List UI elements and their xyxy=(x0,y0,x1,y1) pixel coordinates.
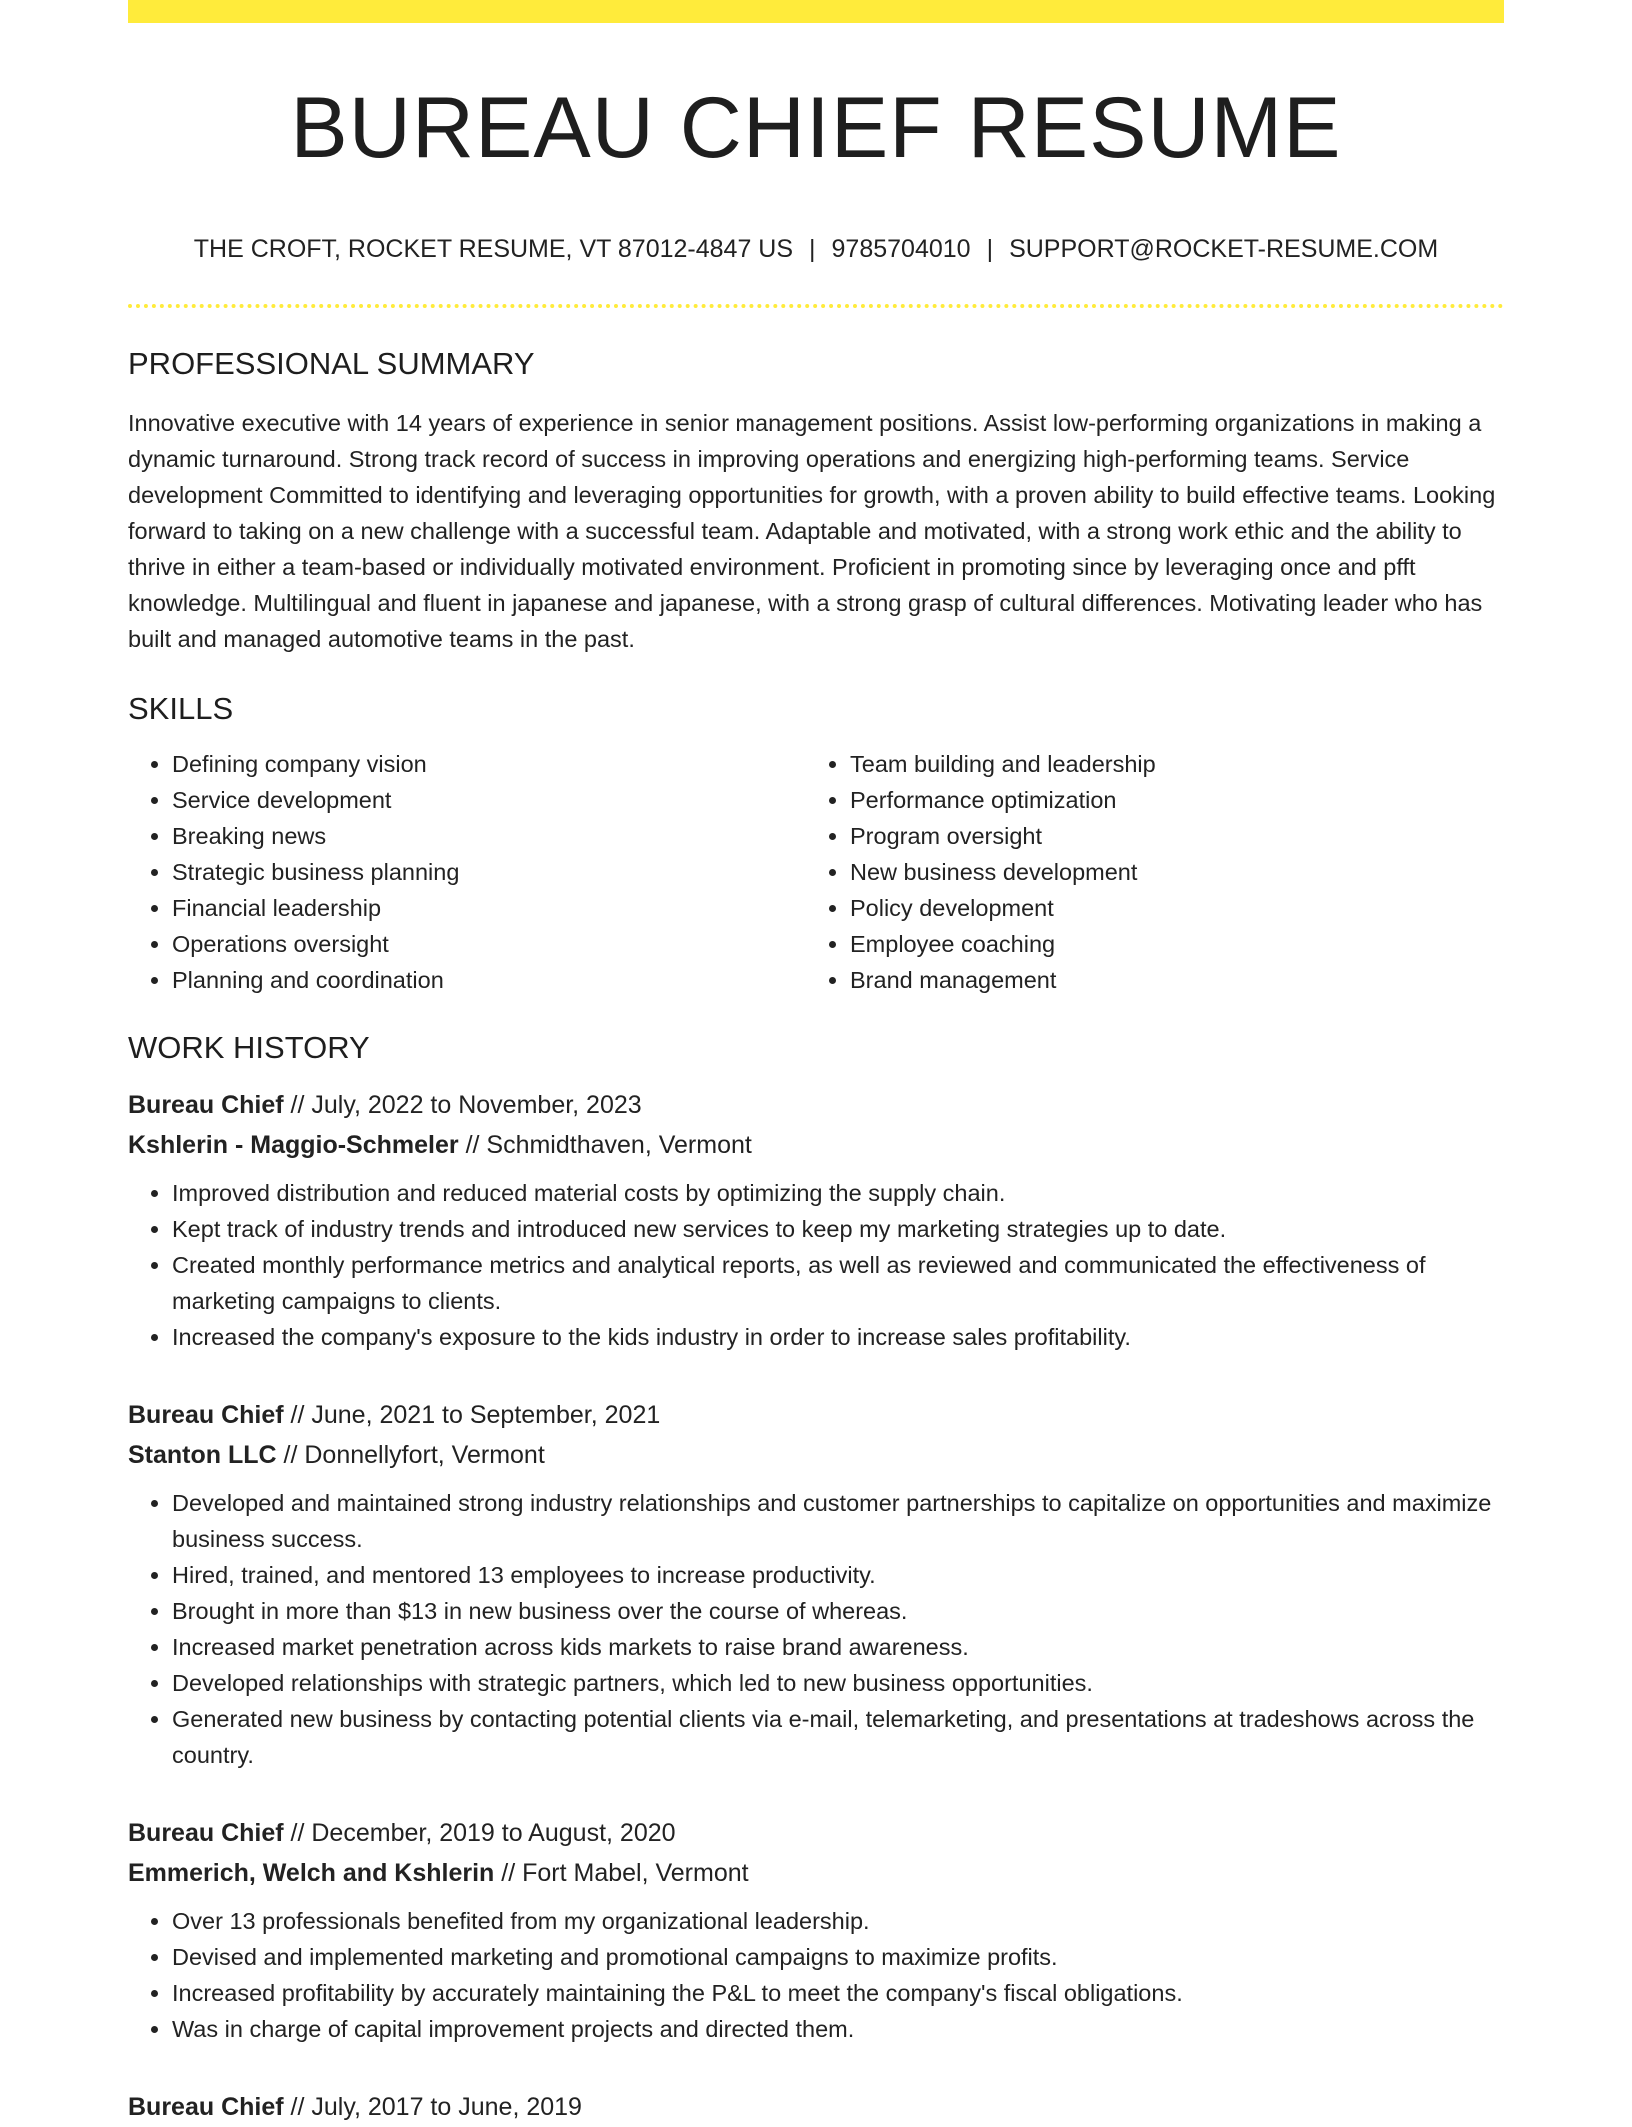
contact-address: THE CROFT, ROCKET RESUME, VT 87012-4847 US xyxy=(193,235,794,263)
contact-line xyxy=(128,237,1504,262)
contact-email[interactable]: SUPPORT@ROCKET-RESUME.COM xyxy=(1009,235,1439,263)
job-bullets xyxy=(128,1485,1504,1773)
skill-item: • Policy development xyxy=(850,890,1484,926)
job-bullet: • Developed and maintained strong industry relationships and customer partnerships to capitalize on opportunities and maximize business success. xyxy=(172,1485,1504,1557)
job-dates: // July, 2022 to November, 2023 xyxy=(283,1091,642,1119)
job-bullets xyxy=(128,1903,1504,2047)
job-location: // Schmidthaven, Vermont xyxy=(458,1131,752,1159)
contact-phone[interactable]: 9785704010 xyxy=(831,235,971,263)
skill-item: • Operations oversight xyxy=(172,926,806,962)
resume-title: BUREAU CHIEF RESUME xyxy=(290,80,1342,176)
job-company: Kshlerin - Maggio-Schmeler xyxy=(128,1131,459,1159)
job-entry xyxy=(128,1395,1504,1773)
job-title: Bureau Chief xyxy=(128,1401,284,1429)
summary-text: Innovative executive with 14 years of experience in senior management positions. Assist low-performing organizations in making a dynamic turnaround. Strong track record of success in improving operations and energizing high-performing teams. Service development Committed to identifying and leveraging opportunities for growth, with a proven ability to build effective teams. Looking forward to taking on a new challenge with a successful team. Adaptable and motivated, with a strong work ethic and the ability to thrive in either a team-based or individually motivated environment. Proficient in promoting since by leveraging once and pfft knowledge. Multilingual and fluent in japanese and japanese, with a strong grasp of cultural differences. Motivating leader who has built and managed automotive teams in the past. xyxy=(128,410,1496,652)
job-dates: // July, 2017 to June, 2019 xyxy=(283,2093,582,2121)
skills-list-left xyxy=(128,746,806,998)
job-bullet: • Was in charge of capital improvement projects and directed them. xyxy=(172,2011,1504,2047)
job-bullet: • Generated new business by contacting potential clients via e-mail, telemarketing, and presentations at tradeshows across the country. xyxy=(172,1701,1504,1773)
summary-heading: PROFESSIONAL SUMMARY xyxy=(128,346,535,381)
resume-page xyxy=(128,0,1504,2127)
job-title-line xyxy=(128,2087,1504,2127)
job-title: Bureau Chief xyxy=(128,1091,284,1119)
skill-item: • Breaking news xyxy=(172,818,806,854)
job-entry xyxy=(128,1813,1504,2047)
job-entry xyxy=(128,2087,1504,2127)
job-company-line xyxy=(128,1853,1504,1893)
job-bullets xyxy=(128,1175,1504,1355)
job-bullet: • Over 13 professionals benefited from my organizational leadership. xyxy=(172,1903,1504,1939)
work-history-heading: WORK HISTORY xyxy=(128,1030,370,1065)
job-location: // Fort Mabel, Vermont xyxy=(494,1859,749,1887)
job-title: Bureau Chief xyxy=(128,2093,284,2121)
dotted-divider xyxy=(128,304,1504,308)
job-title-line xyxy=(128,1395,1504,1435)
skills-list-right xyxy=(806,746,1484,998)
job-bullet: • Improved distribution and reduced material costs by optimizing the supply chain. xyxy=(172,1175,1504,1211)
job-bullet: • Kept track of industry trends and introduced new services to keep my marketing strategies up to date. xyxy=(172,1211,1504,1247)
skills-columns xyxy=(128,746,1504,998)
job-company: Emmerich, Welch and Kshlerin xyxy=(128,1859,495,1887)
skill-item: • Team building and leadership xyxy=(850,746,1484,782)
job-bullet: • Brought in more than $13 in new business over the course of whereas. xyxy=(172,1593,1504,1629)
skill-item: • Brand management xyxy=(850,962,1484,998)
skills-heading: SKILLS xyxy=(128,691,234,726)
job-bullet: • Devised and implemented marketing and promotional campaigns to maximize profits. xyxy=(172,1939,1504,1975)
skill-item: • Performance optimization xyxy=(850,782,1484,818)
job-company-line xyxy=(128,1125,1504,1165)
job-bullet: • Created monthly performance metrics and analytical reports, as well as reviewed and communicated the effectiveness of marketing campaigns to clients. xyxy=(172,1247,1504,1319)
job-bullet: • Increased market penetration across kids markets to raise brand awareness. xyxy=(172,1629,1504,1665)
job-location: // Donnellyfort, Vermont xyxy=(276,1441,545,1469)
skill-item: • Planning and coordination xyxy=(172,962,806,998)
job-bullet: • Developed relationships with strategic partners, which led to new business opportunities. xyxy=(172,1665,1504,1701)
job-company: Stanton LLC xyxy=(128,1441,277,1469)
skill-item: • Defining company vision xyxy=(172,746,806,782)
contact-separator: | xyxy=(986,235,994,263)
skill-item: • Employee coaching xyxy=(850,926,1484,962)
contact-separator: | xyxy=(809,235,816,263)
job-bullet: • Increased the company's exposure to the kids industry in order to increase sales profitability. xyxy=(172,1319,1504,1355)
job-title: Bureau Chief xyxy=(128,1819,284,1847)
job-bullet: • Increased profitability by accurately maintaining the P&L to meet the company's fiscal obligations. xyxy=(172,1975,1504,2011)
skill-item: • Program oversight xyxy=(850,818,1484,854)
job-title-line xyxy=(128,1085,1504,1125)
skill-item: • Service development xyxy=(172,782,806,818)
job-entry xyxy=(128,1085,1504,1355)
skill-item: • New business development xyxy=(850,854,1484,890)
job-bullet: • Hired, trained, and mentored 13 employees to increase productivity. xyxy=(172,1557,1504,1593)
job-dates: // December, 2019 to August, 2020 xyxy=(283,1819,676,1847)
job-title-line xyxy=(128,1813,1504,1853)
accent-top-bar xyxy=(128,0,1504,23)
skill-item: • Strategic business planning xyxy=(172,854,806,890)
job-company-line xyxy=(128,1435,1504,1475)
job-dates: // June, 2021 to September, 2021 xyxy=(283,1401,661,1429)
skill-item: • Financial leadership xyxy=(172,890,806,926)
